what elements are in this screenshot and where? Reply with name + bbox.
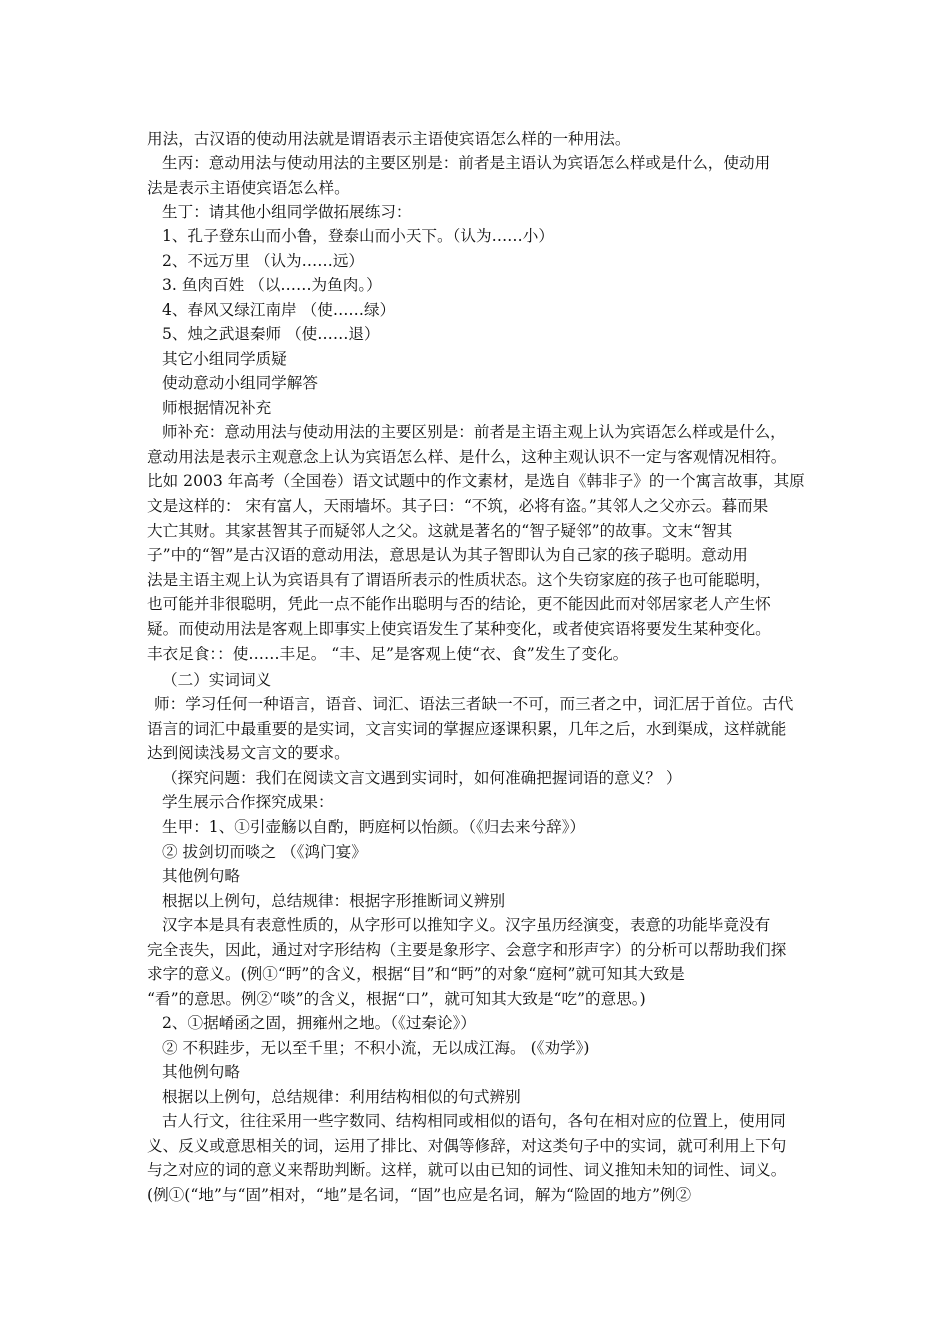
paragraph-line: 法是表示主语使宾语怎么样。 bbox=[147, 179, 350, 197]
list-item: 4、春风又绿江南岸 （使……绿） bbox=[162, 301, 396, 319]
paragraph-line: 求字的意义。(例①“眄”的含义，根据“目”和“眄”的对象“庭柯”就可知其大致是 bbox=[147, 965, 685, 983]
paragraph-line: (例①(“地”与“固”相对，“地”是名词，“固”也应是名词，解为“险固的地方”例② bbox=[147, 1186, 692, 1204]
paragraph-line: 用法，古汉语的使动用法就是谓语表示主语使宾语怎么样的一种用法。 bbox=[147, 130, 631, 148]
paragraph-line: 汉字本是具有表意性质的，从字形可以推知字义。汉字虽历经演变，表意的功能毕竟没有 bbox=[162, 916, 771, 934]
paragraph-line: 疑。而使动用法是客观上即事实上使宾语发生了某种变化，或者使宾语将要发生某种变化。 bbox=[147, 620, 771, 638]
paragraph-line: 学生展示合作探究成果： bbox=[162, 793, 334, 811]
paragraph-line: 意动用法是表示主观意念上认为宾语怎么样、是什么，这种主观认识不一定与客观情况相符。 bbox=[147, 448, 787, 466]
paragraph-line: 比如 2003 年高考（全国卷）语文试题中的作文素材，是选自《韩非子》的一个寓言故事，其原 bbox=[147, 472, 805, 490]
paragraph-line: 2、①据崤函之固，拥雍州之地。（《过秦论》） bbox=[162, 1014, 476, 1032]
paragraph-line: （探究问题：我们在阅读文言文遇到实词时，如何准确把握词语的意义？ ） bbox=[162, 769, 682, 787]
paragraph-line: 古人行文，往往采用一些字数同、结构相同或相似的语句，各句在相对应的位置上，使用同 bbox=[162, 1112, 786, 1130]
paragraph-line: 其它小组同学质疑 bbox=[162, 350, 287, 368]
paragraph-line: 文是这样的： 宋有富人，天雨墙坏。其子曰：“不筑，必将有盗。”其邻人之父亦云。暮而果 bbox=[147, 497, 769, 515]
paragraph-line: “看”的意思。例②“啖”的含义，根据“口”，就可知其大致是“吃”的意思。) bbox=[147, 990, 646, 1008]
list-item: 1、孔子登东山而小鲁，登泰山而小天下。（认为……小） bbox=[162, 227, 554, 245]
paragraph-line: 大亡其财。其家甚智其子而疑邻人之父。这就是著名的“智子疑邻”的故事。文末“智其 bbox=[147, 522, 733, 540]
paragraph-line: 达到阅读浅易文言文的要求。 bbox=[147, 744, 350, 762]
paragraph-line: 师补充：意动用法与使动用法的主要区别是：前者是主语主观上认为宾语怎么样或是什么， bbox=[162, 423, 786, 441]
paragraph-line: 子”中的“智”是古汉语的意动用法，意思是认为其子智即认为自己家的孩子聪明。意动用 bbox=[147, 546, 748, 564]
paragraph-line: 丰衣足食：：使……丰足。 “丰、足”是客观上使“衣、食”发生了变化。 bbox=[147, 645, 629, 663]
paragraph-line: 使动意动小组同学解答 bbox=[162, 374, 318, 392]
paragraph-line: 与之对应的词的意义来帮助判断。这样，就可以由已知的词性、词义推知未知的词性、词义。 bbox=[147, 1161, 787, 1179]
paragraph-line: 根据以上例句，总结规律：根据字形推断词义辨别 bbox=[162, 892, 506, 910]
paragraph-line: 义、反义或意思相关的词，运用了排比、对偶等修辞，对这类句子中的实词，就可利用上下句 bbox=[147, 1137, 787, 1155]
paragraph-line: 生甲：1、①引壶觞以自酌，眄庭柯以怡颜。（《归去来兮辞》） bbox=[162, 818, 586, 836]
paragraph-line: 其他例句略 bbox=[162, 1063, 240, 1081]
paragraph-line: ② 不积跬步，无以至千里；不积小流，无以成江海。 (《劝学》) bbox=[162, 1039, 590, 1057]
list-item: 2、不远万里 （认为……远） bbox=[162, 252, 365, 270]
paragraph-line: 根据以上例句，总结规律：利用结构相似的句式辨别 bbox=[162, 1088, 521, 1106]
paragraph-line: 其他例句略 bbox=[162, 867, 240, 885]
paragraph-line: 生丙：意动用法与使动用法的主要区别是：前者是主语认为宾语怎么样或是什么，使动用 bbox=[162, 154, 771, 172]
paragraph-line: 语言的词汇中最重要的是实词，文言实词的掌握应逐课积累，几年之后，水到渠成，这样就能 bbox=[147, 720, 787, 738]
section-heading: （二）实词词义 bbox=[162, 671, 272, 689]
list-item: 3. 鱼肉百姓 （以……为鱼肉。） bbox=[162, 276, 382, 294]
paragraph-line: 生丁：请其他小组同学做拓展练习： bbox=[162, 203, 412, 221]
paragraph-line: 也可能并非很聪明，凭此一点不能作出聪明与否的结论，更不能因此而对邻居家老人产生怀 bbox=[147, 595, 771, 613]
paragraph-line: 师：学习任何一种语言，语音、词汇、语法三者缺一不可，而三者之中，词汇居于首位。古代 bbox=[154, 695, 794, 713]
paragraph-line: 完全丧失，因此，通过对字形结构（主要是象形字、会意字和形声字）的分析可以帮助我们探 bbox=[147, 941, 787, 959]
paragraph-line: 法是主语主观上认为宾语具有了谓语所表示的性质状态。这个失窃家庭的孩子也可能聪明， bbox=[147, 571, 771, 589]
paragraph-line: ② 拔剑切而啖之 （《鸿门宴》 bbox=[162, 843, 367, 861]
paragraph-line: 师根据情况补充 bbox=[162, 399, 272, 417]
list-item: 5、烛之武退秦师 （使……退） bbox=[162, 325, 380, 343]
